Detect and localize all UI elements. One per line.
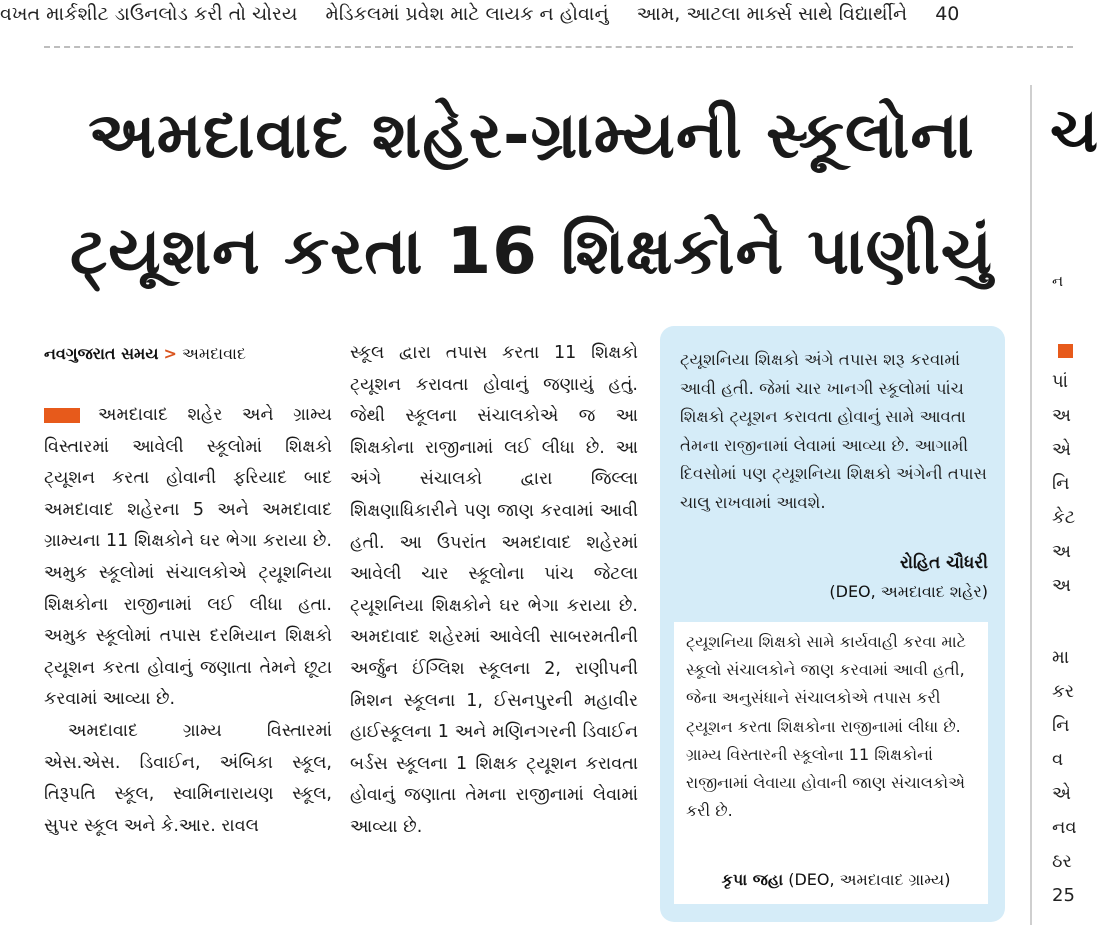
next-column-line: નિ bbox=[1052, 715, 1070, 736]
next-column-line: 25 bbox=[1052, 885, 1075, 906]
quote-city-name: રોહિત ચૌધરી bbox=[900, 553, 988, 573]
section-marker-icon bbox=[44, 408, 80, 423]
article-column-2 bbox=[350, 338, 638, 844]
quote-rural-text: ટ્યૂશનિયા શિક્ષકો સામે કાર્યવાહી કરવા માટે સ્કૂલો સંચાલકોને જાણ કરવામાં આવી હતી, જેના અનુસંધાને સંચાલકોએ તપાસ કરી ટ્યૂશન કરતા શિક્ષકોના રાજીનામાં લીધા છે. ગ્રામ્ય વિસ્તારની સ્કૂલોના 11 શિક્ષકોનાં રાજીનામાં લેવાયા હોવાની જાણ સંચાલકોએ કરી છે. bbox=[686, 632, 966, 821]
byline-place: અમદાવાદ bbox=[182, 344, 246, 363]
quote-city-text: ટ્યૂશનિયા શિક્ષકો અંગે તપાસ શરૂ કરવામાં આવી હતી. જેમાં ચાર ખાનગી સ્કૂલોમાં પાંચ શિક્ષકો ટ્યૂશન કરાવતા હોવાનું સામે આવતા તેમના રાજીનામાં લેવામાં આવ્યા છે. આગામી દિવસોમાં પણ ટ્યૂશનિયા શિક્ષકો અંગેની તપાસ ચાલુ રાખવામાં આવશે. bbox=[680, 350, 987, 512]
article-paragraph-1-text: અમદાવાદ શહેર અને ગ્રામ્ય વિસ્તારમાં આવેલી સ્કૂલોમાં શિક્ષકો ટ્યૂશન કરતા હોવાની ફરિયાદ બાદ અમદાવાદ શહેરના 5 અને અમદાવાદ ગ્રામ્યના 11 શિક્ષકોને ઘર ભેગા કરાયા છે. અમુક સ્કૂલોમાં સંચાલકોએ ટ્યૂશનિયા શિક્ષકોના રાજીનામાં લઈ લીધા હતા. અમુક સ્કૂલોમાં તપાસ દરમિયાન શિક્ષકો ટ્યૂશન કરતા હોવાનું જણાતા તેમને છૂટા કરવામાં આવ્યા છે. bbox=[44, 405, 332, 710]
next-column-line: નવ bbox=[1052, 817, 1077, 838]
next-column-line: એ bbox=[1052, 783, 1071, 804]
byline bbox=[44, 340, 334, 368]
next-headline-fragment: ચ bbox=[1050, 96, 1098, 166]
article-paragraph-1 bbox=[44, 400, 332, 716]
top-strip-text-3: આમ, આટલા માર્ક્સ સાથે વિદ્યાર્થીને bbox=[636, 3, 908, 25]
next-column-line: અ bbox=[1052, 405, 1071, 426]
quote-rural-attribution bbox=[686, 866, 986, 894]
headline-line-1: અમદાવાદ શહેર-ગ્રામ્યની સ્કૂલોના bbox=[88, 99, 975, 173]
top-strip-text-2: મેડિકલમાં પ્રવેશ માટે લાયક ન હોવાનું bbox=[325, 3, 609, 25]
quote-city-designation: (DEO, અમદાવાદ શહેર) bbox=[829, 582, 988, 601]
byline-source: નવગુજરાત સમય bbox=[44, 344, 159, 363]
next-column-line: અ bbox=[1052, 541, 1071, 562]
next-column-line: કેટ bbox=[1052, 507, 1076, 528]
top-divider bbox=[44, 46, 1073, 48]
next-column-line: ઠર bbox=[1052, 851, 1072, 872]
top-strip bbox=[0, 0, 1073, 34]
quote-rural-designation: (DEO, અમદાવાદ ગ્રામ્ય) bbox=[788, 870, 951, 889]
next-column-line: મા bbox=[1052, 647, 1070, 668]
article-column-1 bbox=[44, 400, 332, 842]
next-column-line: કર bbox=[1052, 681, 1075, 702]
article-paragraph-2: અમદાવાદ ગ્રામ્ય વિસ્તારમાં એસ.એસ. ડિવાઈન, અંબિકા સ્કૂલ, તિરૂપતિ સ્કૂલ, સ્વામિનારાયણ સ્કૂલ, સુપર સ્કૂલ અને કે.આર. રાવલ bbox=[44, 720, 332, 836]
column-divider bbox=[1030, 85, 1032, 925]
next-column-line: એ bbox=[1052, 439, 1071, 460]
next-column-line: અ bbox=[1052, 575, 1071, 596]
next-column-line: પાં bbox=[1052, 371, 1069, 392]
top-strip-text-4: 40 bbox=[935, 3, 960, 25]
quote-city bbox=[680, 346, 992, 517]
next-byline-fragment: ન bbox=[1052, 272, 1064, 290]
headline bbox=[44, 78, 1019, 310]
headline-line-2: ટ્યૂશન કરતા 16 શિક્ષકોને પાણીચું bbox=[70, 215, 993, 289]
top-strip-text-1: વખત માર્કશીટ ડાઉનલોડ કરી તો ચોરય bbox=[0, 3, 298, 25]
next-column-line: વ bbox=[1052, 749, 1064, 770]
next-column-line: નિ bbox=[1052, 473, 1070, 494]
byline-separator: > bbox=[163, 344, 177, 363]
quote-rural bbox=[686, 628, 986, 825]
article-paragraph-3: સ્કૂલ દ્વારા તપાસ કરતા 11 શિક્ષકો ટ્યૂશન કરાવતા હોવાનું જણાયું હતું. જેથી સ્કૂલના સંચાલકોએ જ આ શિક્ષકોના રાજીનામાં લઈ લીધા છે. આ અંગે સંચાલકો દ્વારા જિલ્લા શિક્ષણાધિકારીને પણ જાણ કરવામાં આવી હતી. આ ઉપરાંત અમદાવાદ શહેરમાં આવેલી ચાર સ્કૂલોના પાંચ જેટલા ટ્યૂશનિયા શિક્ષકોને ઘર ભેગા કરાયા છે. અમદાવાદ શહેરમાં આવેલી સાબરમતીની અર્જુન ઈંગ્લિશ સ્કૂલના 2, રાણીપની મિશન સ્કૂલના 1, ઈસનપુરની મહાવીર હાઈસ્કૂલના 1 અને મણિનગરની ડિવાઈન બર્ડસ સ્કૂલના 1 શિક્ષક ટ્યૂશન કરાવતા હોવાનું જણાતા તેમના રાજીનામાં લેવામાં આવ્યા છે. bbox=[350, 343, 638, 837]
quote-rural-name: કૃપા જહા bbox=[721, 870, 784, 889]
next-section-marker-icon bbox=[1058, 344, 1073, 358]
